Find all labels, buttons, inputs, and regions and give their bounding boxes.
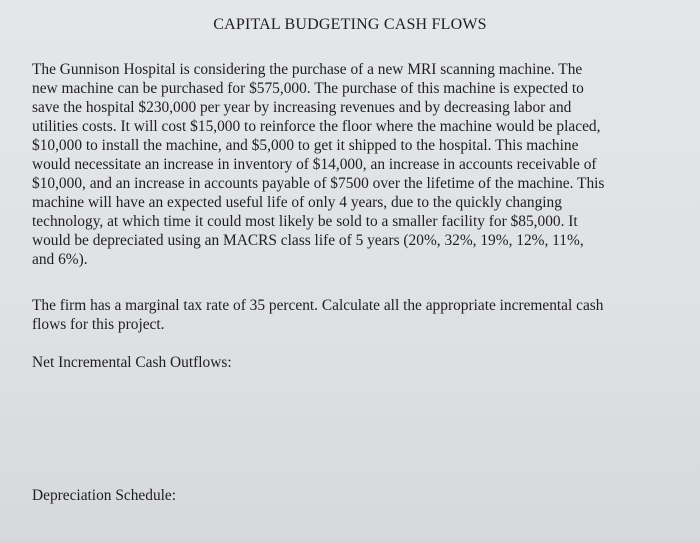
paragraph-line: flows for this project.	[32, 316, 165, 333]
paragraph-line: save the hospital $230,000 per year by increasing revenues and by decreasing labor and	[32, 99, 572, 116]
problem-paragraph	[32, 60, 672, 269]
tax-rate-paragraph	[32, 296, 672, 334]
paragraph-line: new machine can be purchased for $575,000. The purchase of this machine is expected to	[32, 80, 584, 97]
paragraph-line: would necessitate an increase in inventory of $14,000, an increase in accounts receivable of	[32, 156, 597, 173]
paragraph-line: The Gunnison Hospital is considering the purchase of a new MRI scanning machine. The	[32, 61, 583, 78]
paragraph-line: would be depreciated using an MACRS class life of 5 years (20%, 32%, 19%, 12%, 11%,	[32, 232, 584, 249]
paragraph-line: $10,000, and an increase in accounts payable of $7500 over the lifetime of the machine. This	[32, 175, 605, 192]
paragraph-line: The firm has a marginal tax rate of 35 percent. Calculate all the appropriate incremental cash	[32, 297, 604, 314]
paragraph-line: technology, at which time it could most likely be sold to a smaller facility for $85,000. It	[32, 213, 578, 230]
paragraph-line: $10,000 to install the machine, and $5,000 to get it shipped to the hospital. This machine	[32, 137, 579, 154]
net-incremental-cash-outflows-label: Net Incremental Cash Outflows:	[32, 354, 232, 371]
document-title: CAPITAL BUDGETING CASH FLOWS	[213, 16, 487, 33]
paragraph-line: machine will have an expected useful life of only 4 years, due to the quickly changing	[32, 194, 562, 211]
paragraph-line: and 6%).	[32, 251, 88, 268]
depreciation-schedule-label: Depreciation Schedule:	[32, 487, 177, 504]
paragraph-line: utilities costs. It will cost $15,000 to reinforce the floor where the machine would be placed,	[32, 118, 601, 135]
